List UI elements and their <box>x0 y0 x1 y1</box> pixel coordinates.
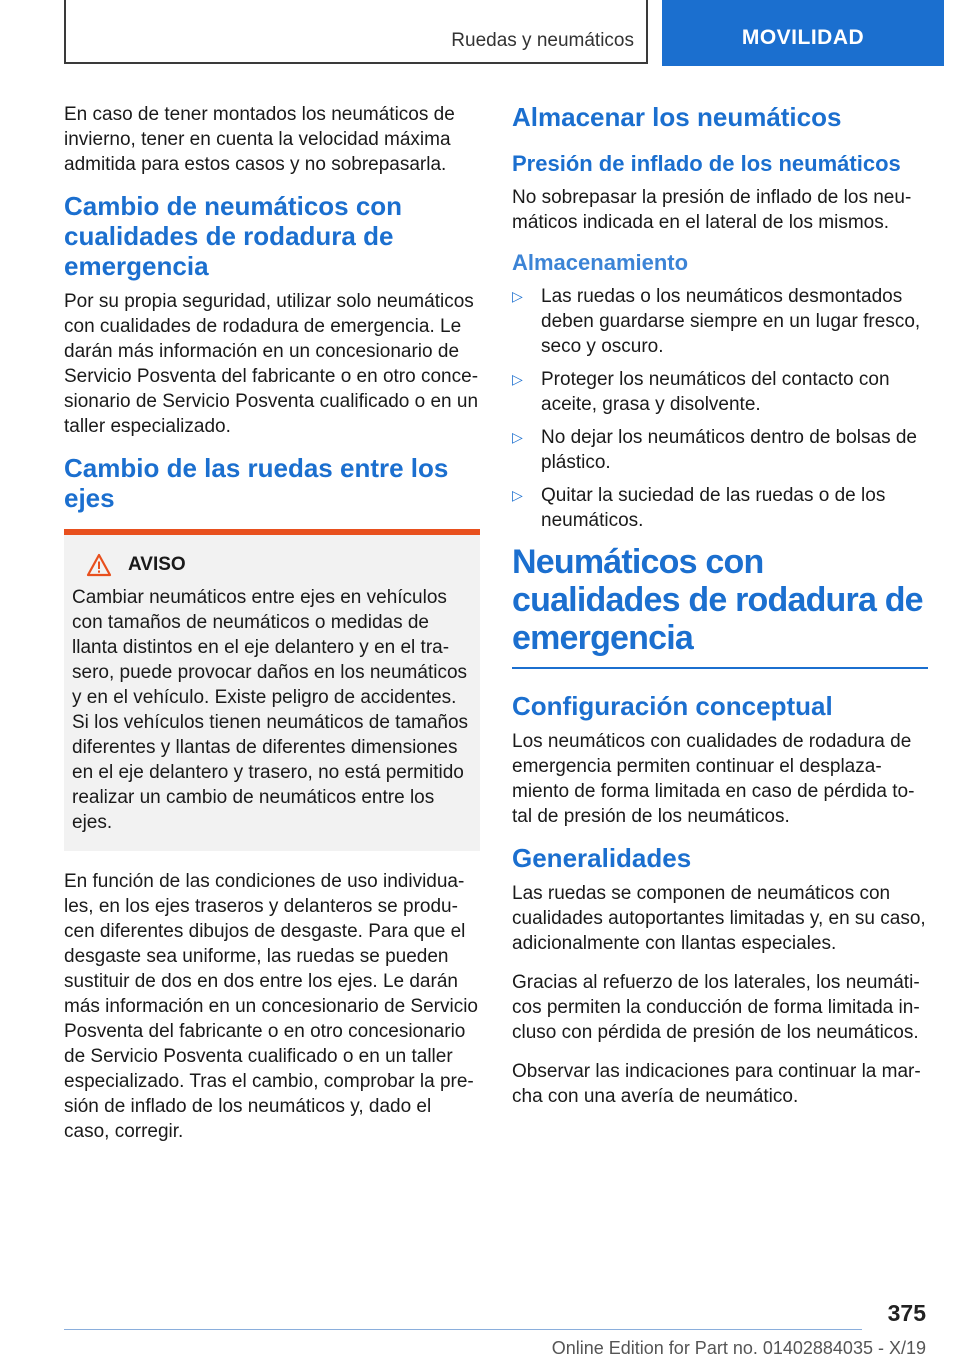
list-item: ▷ No dejar los neumáticos dentro de bolsas de plástico. <box>512 427 918 473</box>
left-column <box>64 102 480 1158</box>
intro-paragraph: En caso de tener montados los neumáticos de invierno, tener en cuenta la velocidad máxima admitida para estos casos y no sobrepasarla. <box>64 104 455 175</box>
page-number: 375 <box>887 1300 926 1326</box>
general-paragraph-3: Observar las indicaciones para continuar la marcha con una avería de neumático. <box>512 1061 921 1107</box>
footer-divider <box>64 1329 862 1330</box>
heading-wheel-rotation: Cambio de las ruedas entre los ejes <box>64 453 449 513</box>
concept-paragraph: Los neumáticos con cualidades de rodadura de emergencia permiten continuar el desplazamiento de forma limitada en caso de pérdida total de presión de los neumáticos. <box>512 731 915 827</box>
pressure-paragraph: No sobrepasar la presión de inflado de los neumáticos indicada en el lateral de los mismos. <box>512 187 912 233</box>
heading-storage: Almacenamiento <box>512 250 689 275</box>
general-paragraph-2: Gracias al refuerzo de los laterales, los neumáticos permiten la conducción de forma limitada incluso con pérdida de presión de los neumáticos. <box>512 972 920 1043</box>
bullet-triangle-icon: ▷ <box>512 429 523 445</box>
heading-inflation-pressure: Presión de inflado de los neumáticos <box>512 151 901 176</box>
rotation-paragraph: En función de las condiciones de uso individuales, en los ejes traseros y delanteros se producen diferentes dibujos de desgaste. Para que el desgaste sea uniforme, las ruedas se pueden sustituir de dos en dos entre los ejes. Le darán más información en un concesionario de Servicio Posventa del fabricante o en otro concesionario de Servicio Posventa cualificado o en un taller especializado. Tras el cambio, comprobar la presión de inflado de los neumáticos y, dado el caso, corregir. <box>64 871 478 1142</box>
list-item: ▷ Quitar la suciedad de las ruedas o de los neumáticos. <box>512 485 886 531</box>
heading-concept: Configuración conceptual <box>512 691 833 721</box>
footer-edition: Online Edition for Part no. 01402884035 - X/19 <box>551 1338 926 1358</box>
storage-list <box>512 284 928 533</box>
header-section-title: Ruedas y neumáticos <box>451 30 634 51</box>
bullet-triangle-icon: ▷ <box>512 371 523 387</box>
warning-triangle-icon <box>86 553 112 577</box>
list-item: ▷ Proteger los neumáticos del contacto con aceite, grasa y disolvente. <box>512 369 890 415</box>
heading-runflat-tires: Neumáticos con cualidades de rodadura de emergencia <box>512 543 928 669</box>
warning-box <box>64 529 480 851</box>
general-paragraph-1: Las ruedas se componen de neumáticos con cualidades autoportantes limitadas y, en su caso, adicionalmente con llantas especiales. <box>512 883 926 954</box>
heading-runflat-tire-change: Cambio de neumáticos con cualidades de rodadura de emergencia <box>64 191 403 281</box>
heading-store-tires: Almacenar los neumáticos <box>512 102 842 132</box>
list-item: ▷ Las ruedas o los neumáticos desmontados deben guardarse siempre en un lugar fresco, seco y oscuro. <box>512 286 921 357</box>
header-chapter-tab: MOVILIDAD <box>662 0 944 66</box>
warning-text: Cambiar neumáticos entre ejes en vehículos con tamaños de neumáticos o medidas de llanta distintos en el eje delantero y en el trasero, puede provocar daños en los neumáticos y en el vehículo. Existe peligro de accidentes. Si los vehículos tienen neumáticos de tamaños diferentes y llantas de diferentes dimensiones en el eje delantero y trasero, no está permitido realizar un cambio de neumáticos entre los ejes. <box>72 587 469 833</box>
warning-header <box>72 553 472 577</box>
runflat-change-paragraph: Por su propia seguridad, utilizar solo neumáticos con cualidades de rodadura de emergencia. Le darán más información en un concesionario de Servicio Posventa del fabricante o en otro concesionario de Servicio Posventa cualificado o en un taller especializado. <box>64 291 479 437</box>
warning-title: AVISO <box>128 554 186 575</box>
bullet-triangle-icon: ▷ <box>512 487 523 503</box>
heading-general: Generalidades <box>512 843 692 873</box>
bullet-triangle-icon: ▷ <box>512 288 523 304</box>
right-column <box>512 102 928 1123</box>
